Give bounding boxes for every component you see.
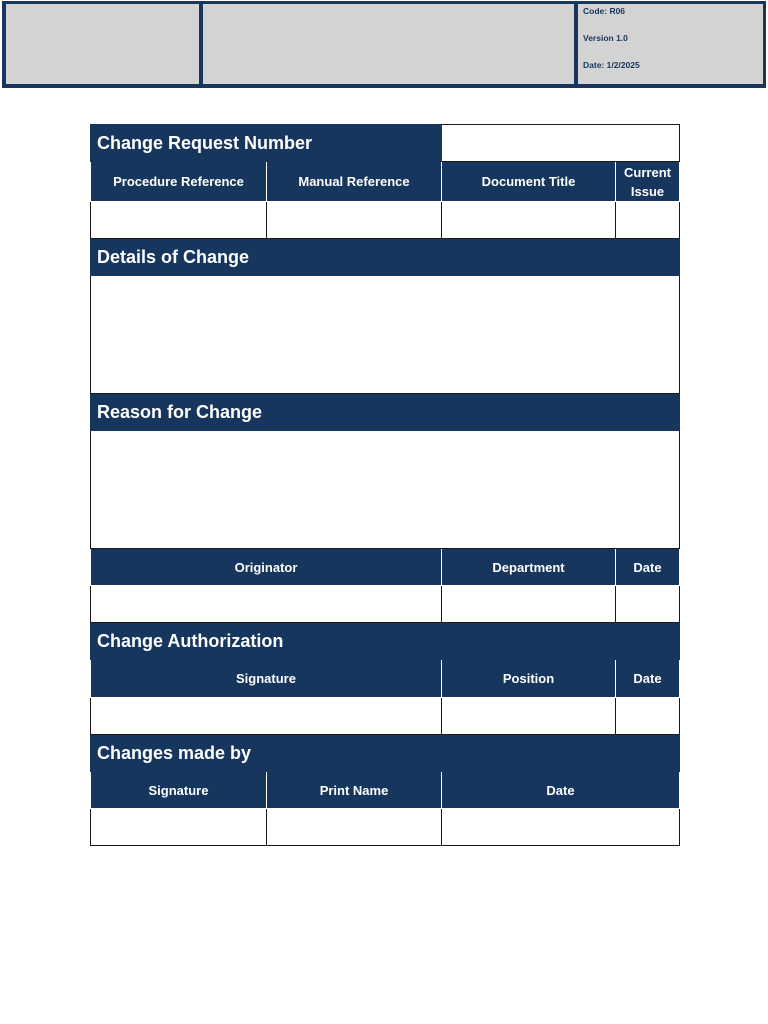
originator-date-header: Date [616,549,680,586]
authorization-position-field[interactable] [442,698,616,735]
document-title-header: Document Title [442,162,616,202]
document-code: Code: R06 [583,6,626,16]
originator-header: Originator [91,549,442,586]
changes-print-name-field[interactable] [267,809,442,846]
reason-for-change-title: Reason for Change [91,394,680,431]
changes-date-field[interactable] [442,809,680,846]
procedure-reference-field[interactable] [91,202,267,239]
change-request-number-label: Change Request Number [91,125,442,162]
document-title-field[interactable] [442,202,616,239]
details-of-change-field[interactable] [91,276,680,394]
change-request-form [90,124,680,846]
department-header: Department [442,549,616,586]
details-of-change-title: Details of Change [91,239,680,276]
header-logo-cell [6,4,199,84]
originator-field[interactable] [91,586,442,623]
current-issue-field[interactable] [616,202,680,239]
authorization-signature-header: Signature [91,660,442,698]
current-issue-header [616,162,680,202]
changes-signature-field[interactable] [91,809,267,846]
header-title-cell [203,4,574,84]
authorization-date-field[interactable] [616,698,680,735]
changes-print-name-header: Print Name [267,772,442,809]
authorization-date-header: Date [616,660,680,698]
department-field[interactable] [442,586,616,623]
header-meta-cell [578,4,763,84]
originator-date-field[interactable] [616,586,680,623]
changes-made-by-title: Changes made by [91,735,680,772]
document-version: Version 1.0 [583,33,628,43]
authorization-position-header: Position [442,660,616,698]
changes-date-header: Date [442,772,680,809]
changes-signature-header: Signature [91,772,267,809]
manual-reference-field[interactable] [267,202,442,239]
current-issue-line1: Current [624,164,671,180]
procedure-reference-header: Procedure Reference [91,162,267,202]
document-date: Date: 1/2/2025 [583,60,640,70]
document-header [2,1,766,88]
manual-reference-header: Manual Reference [267,162,442,202]
change-request-number-field[interactable] [442,125,680,162]
current-issue-line2: Issue [630,183,665,199]
reason-for-change-field[interactable] [91,431,680,549]
change-authorization-title: Change Authorization [91,623,680,660]
authorization-signature-field[interactable] [91,698,442,735]
